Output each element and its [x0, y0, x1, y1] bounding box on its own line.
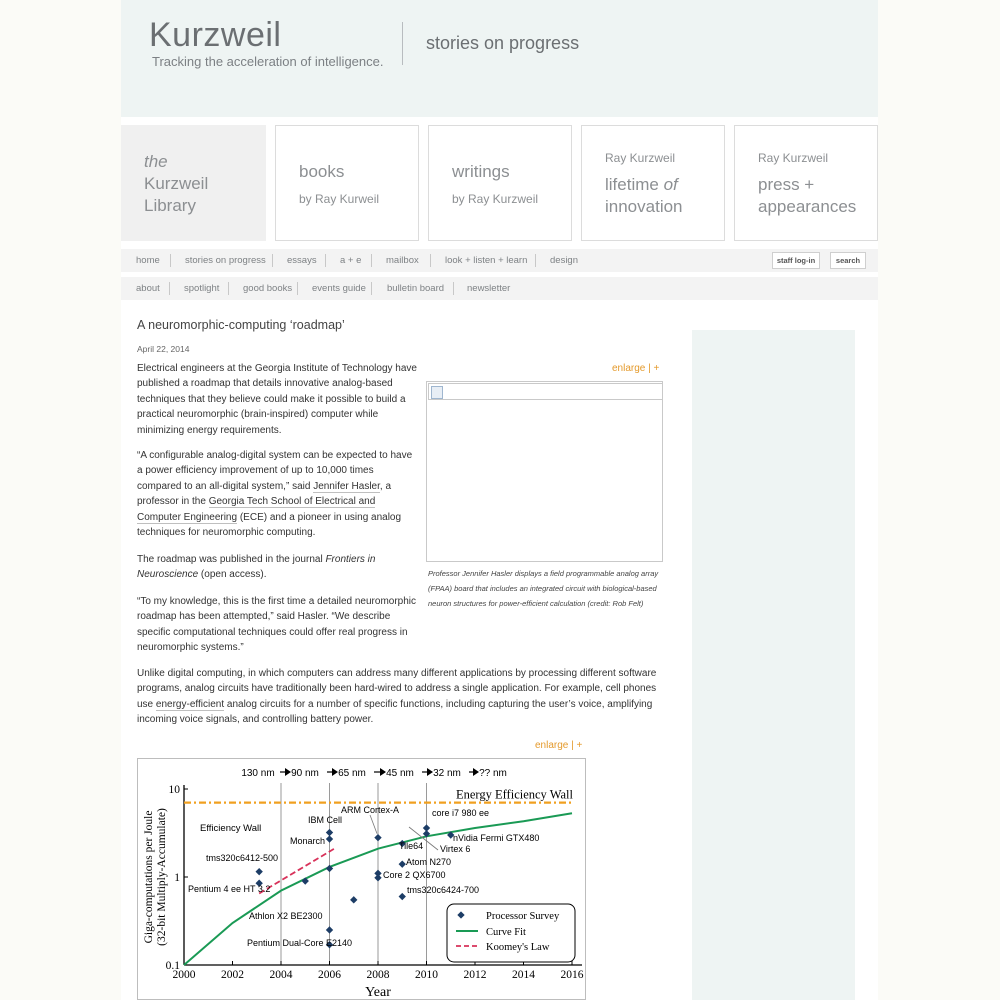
writings-tile-subtitle: by Ray Kurzweil: [452, 192, 539, 206]
press-tile[interactable]: [734, 125, 878, 241]
article-paragraph-2: “A configurable analog-digital system can be expected to have a power efficiency improvement of up to 10,000 times compared to an all-digital system,” said Jennifer Hasler, a professor in the Georgia Tech School of Electrical and Computer Engineering (ECE) and a pioneer in using analog techniques for neuromorphic computing.: [137, 450, 413, 539]
books-tile[interactable]: [275, 125, 419, 241]
y-tick-label: 1: [174, 872, 180, 884]
processor-label: core i7 980 ee: [432, 808, 490, 818]
nav-good-books[interactable]: good books: [243, 283, 293, 294]
lifetime-tile-title-line2: innovation: [605, 197, 683, 216]
section-title[interactable]: stories on progress: [426, 33, 580, 53]
header-divider: [402, 22, 403, 65]
data-point: [350, 896, 357, 903]
x-tick-label: 2004: [269, 969, 293, 981]
article-date: April 22, 2014: [137, 344, 190, 354]
data-point: [374, 874, 381, 881]
processor-label: IBM Cell: [308, 815, 343, 825]
x-tick-label: 2010: [415, 969, 438, 981]
nav-separator: [170, 254, 171, 267]
nav-events-guide[interactable]: events guide: [312, 283, 366, 294]
nav-mailbox[interactable]: mailbox: [386, 255, 419, 266]
hasler-photo[interactable]: [426, 381, 663, 562]
x-tick-label: 2012: [463, 969, 487, 981]
y-axis-label: Giga-computations per Joule(32-bit Multiply-Accumulate): [143, 808, 168, 946]
processor-label: Virtex 6: [440, 844, 471, 854]
x-tick-label: 2016: [560, 969, 584, 981]
x-tick-label: 2002: [221, 969, 244, 981]
right-sidebar: [692, 330, 855, 1000]
energy-efficient-link[interactable]: energy-efficient: [155, 698, 225, 710]
process-node-label: 45 nm: [386, 768, 414, 779]
nav-essays[interactable]: essays: [287, 255, 317, 266]
processor-label: Pentium Dual-Core E2140: [247, 938, 353, 948]
nav-separator: [325, 254, 326, 267]
processor-label: nVidia Fermi GTX480: [453, 833, 540, 843]
lifetime-tile-title: lifetime of: [605, 175, 678, 194]
ece-link[interactable]: Georgia Tech School of Electrical and Computer Engineering: [137, 496, 376, 523]
nav-separator: [371, 282, 372, 295]
data-point: [326, 926, 333, 933]
hasler-link[interactable]: Jennifer Hasler: [313, 480, 380, 492]
processor-label: tms320c6424-700: [407, 885, 480, 895]
processor-label: ARM Cortex-A: [341, 805, 400, 815]
processor-label: tms320c6412-500: [206, 853, 279, 863]
data-point: [326, 829, 333, 836]
library-line1: Kurzweil: [144, 174, 209, 193]
nav-bulletin-board[interactable]: bulletin board: [387, 283, 445, 294]
processor-label: Tile64: [399, 841, 424, 851]
library-the-label: the: [144, 152, 168, 171]
nav-separator: [169, 282, 170, 295]
process-arrow-head: [380, 768, 386, 776]
data-point: [255, 868, 262, 875]
process-node-label: 65 nm: [338, 768, 366, 779]
process-node-label: 90 nm: [291, 768, 319, 779]
enlarge-chart-link[interactable]: enlarge | +: [535, 740, 583, 751]
site-tagline: Tracking the acceleration of intelligence.: [152, 54, 384, 69]
lifetime-tile-kicker: Ray Kurzweil: [605, 151, 676, 165]
nav-separator: [272, 254, 273, 267]
library-line2: Library: [144, 196, 196, 215]
article-paragraph-4: “To my knowledge, this is the first time a detailed neuromorphic roadmap has been attempted,” said Hasler. “We describe specific computational techniques could offer real progress in neuromorphic systems.”: [137, 596, 417, 654]
writings-tile-title: writings: [452, 162, 510, 181]
y-tick-label: 10: [168, 784, 180, 796]
nav-about[interactable]: about: [136, 283, 160, 294]
nav-newsletter[interactable]: newsletter: [467, 283, 511, 294]
article-paragraph-1: Electrical engineers at the Georgia Institute of Technology have published a roadmap that details innovative analog-based techniques that they believe could make it possible to build a practical neuromorphic (brain-inspired) computer while minimizing energy requirements.: [137, 363, 417, 436]
article-paragraph-5: Unlike digital computing, in which computers can address many different applications by processing different software programs, analog circuits have traditionally been hard-wired to address a single application. For example, cell phones use energy-efficient analog circuits for a number of specific functions, including capturing the user’s voice, amplifying incoming voice signals, and controlling battery power.: [137, 668, 657, 726]
processor-label: Monarch: [290, 836, 326, 846]
x-tick-label: 2000: [172, 969, 196, 981]
data-point: [374, 834, 381, 841]
site-logo[interactable]: Kurzweil: [149, 16, 282, 54]
efficiency-wall-label: Efficiency Wall: [200, 823, 262, 834]
nav-separator: [297, 282, 298, 295]
nav-separator: [371, 254, 372, 267]
broken-image-icon: [428, 383, 663, 400]
press-tile-title-line2: appearances: [758, 197, 857, 216]
process-arrow-head: [332, 768, 338, 776]
legend-label-koomey: Koomey's Law: [486, 942, 550, 953]
legend-label-curve: Curve Fit: [486, 927, 526, 938]
efficiency-chart[interactable]: [137, 758, 586, 1000]
photo-caption: Professor Jennifer Hasler displays a field programmable analog array (FPAA) board that includes an integrated circuit with biological-based neuron structures for power-efficient calculation (credit: Rob Felt): [428, 569, 659, 609]
library-tile[interactable]: [121, 125, 266, 241]
process-arrow-head: [473, 768, 479, 776]
processor-label: Atom N270: [406, 857, 452, 867]
processor-label: Athlon X2 BE2300: [249, 911, 323, 921]
nav-home[interactable]: home: [136, 255, 160, 266]
article-title: A neuromorphic-computing ‘roadmap’: [137, 318, 345, 332]
search-button[interactable]: search: [830, 252, 866, 269]
site-header: [121, 0, 878, 117]
label-pointer: [370, 815, 377, 834]
energy-wall-label: Energy Efficiency Wall: [455, 787, 573, 802]
nav-separator: [430, 254, 431, 267]
writings-tile[interactable]: [428, 125, 572, 241]
nav-look-listen-learn[interactable]: look + listen + learn: [445, 255, 528, 266]
y-tick-label: 0.1: [165, 960, 180, 972]
press-tile-title: press +: [758, 175, 815, 194]
x-tick-label: 2008: [366, 969, 390, 981]
nav-separator: [453, 282, 454, 295]
data-point: [399, 860, 406, 867]
data-point: [326, 835, 333, 842]
nav-stories[interactable]: stories on progress: [185, 255, 266, 266]
legend-label-survey: Processor Survey: [486, 911, 560, 922]
enlarge-photo-link[interactable]: enlarge | +: [612, 363, 660, 374]
staff-login-button[interactable]: staff log-in: [772, 252, 820, 269]
books-tile-subtitle: by Ray Kurweil: [299, 192, 380, 206]
nav-separator: [228, 282, 229, 295]
process-node-label: 32 nm: [433, 768, 461, 779]
chart-svg: [138, 759, 586, 1000]
processor-label: Pentium 4 ee HT 3.2: [188, 884, 271, 894]
process-node-label: 130 nm: [241, 768, 275, 779]
x-axis-label: Year: [365, 985, 391, 1000]
nav-separator: [535, 254, 536, 267]
data-point: [399, 893, 406, 900]
process-arrow-head: [285, 768, 291, 776]
article-paragraph-3: The roadmap was published in the journal Frontiers in Neuroscience (open access).: [137, 554, 376, 581]
lifetime-tile[interactable]: [581, 125, 725, 241]
process-arrow-head: [427, 768, 433, 776]
nav-spotlight[interactable]: spotlight: [184, 283, 220, 294]
nav-a-e[interactable]: a + e: [340, 255, 362, 266]
books-tile-title: books: [299, 162, 345, 181]
nav-design[interactable]: design: [550, 255, 578, 266]
processor-label: Core 2 QX6700: [383, 870, 446, 880]
x-tick-label: 2006: [318, 969, 341, 981]
press-tile-kicker: Ray Kurzweil: [758, 151, 829, 165]
secondary-nav: [121, 277, 878, 300]
primary-nav: [121, 249, 878, 272]
process-node-label: ?? nm: [479, 768, 507, 779]
x-tick-label: 2014: [512, 969, 535, 981]
